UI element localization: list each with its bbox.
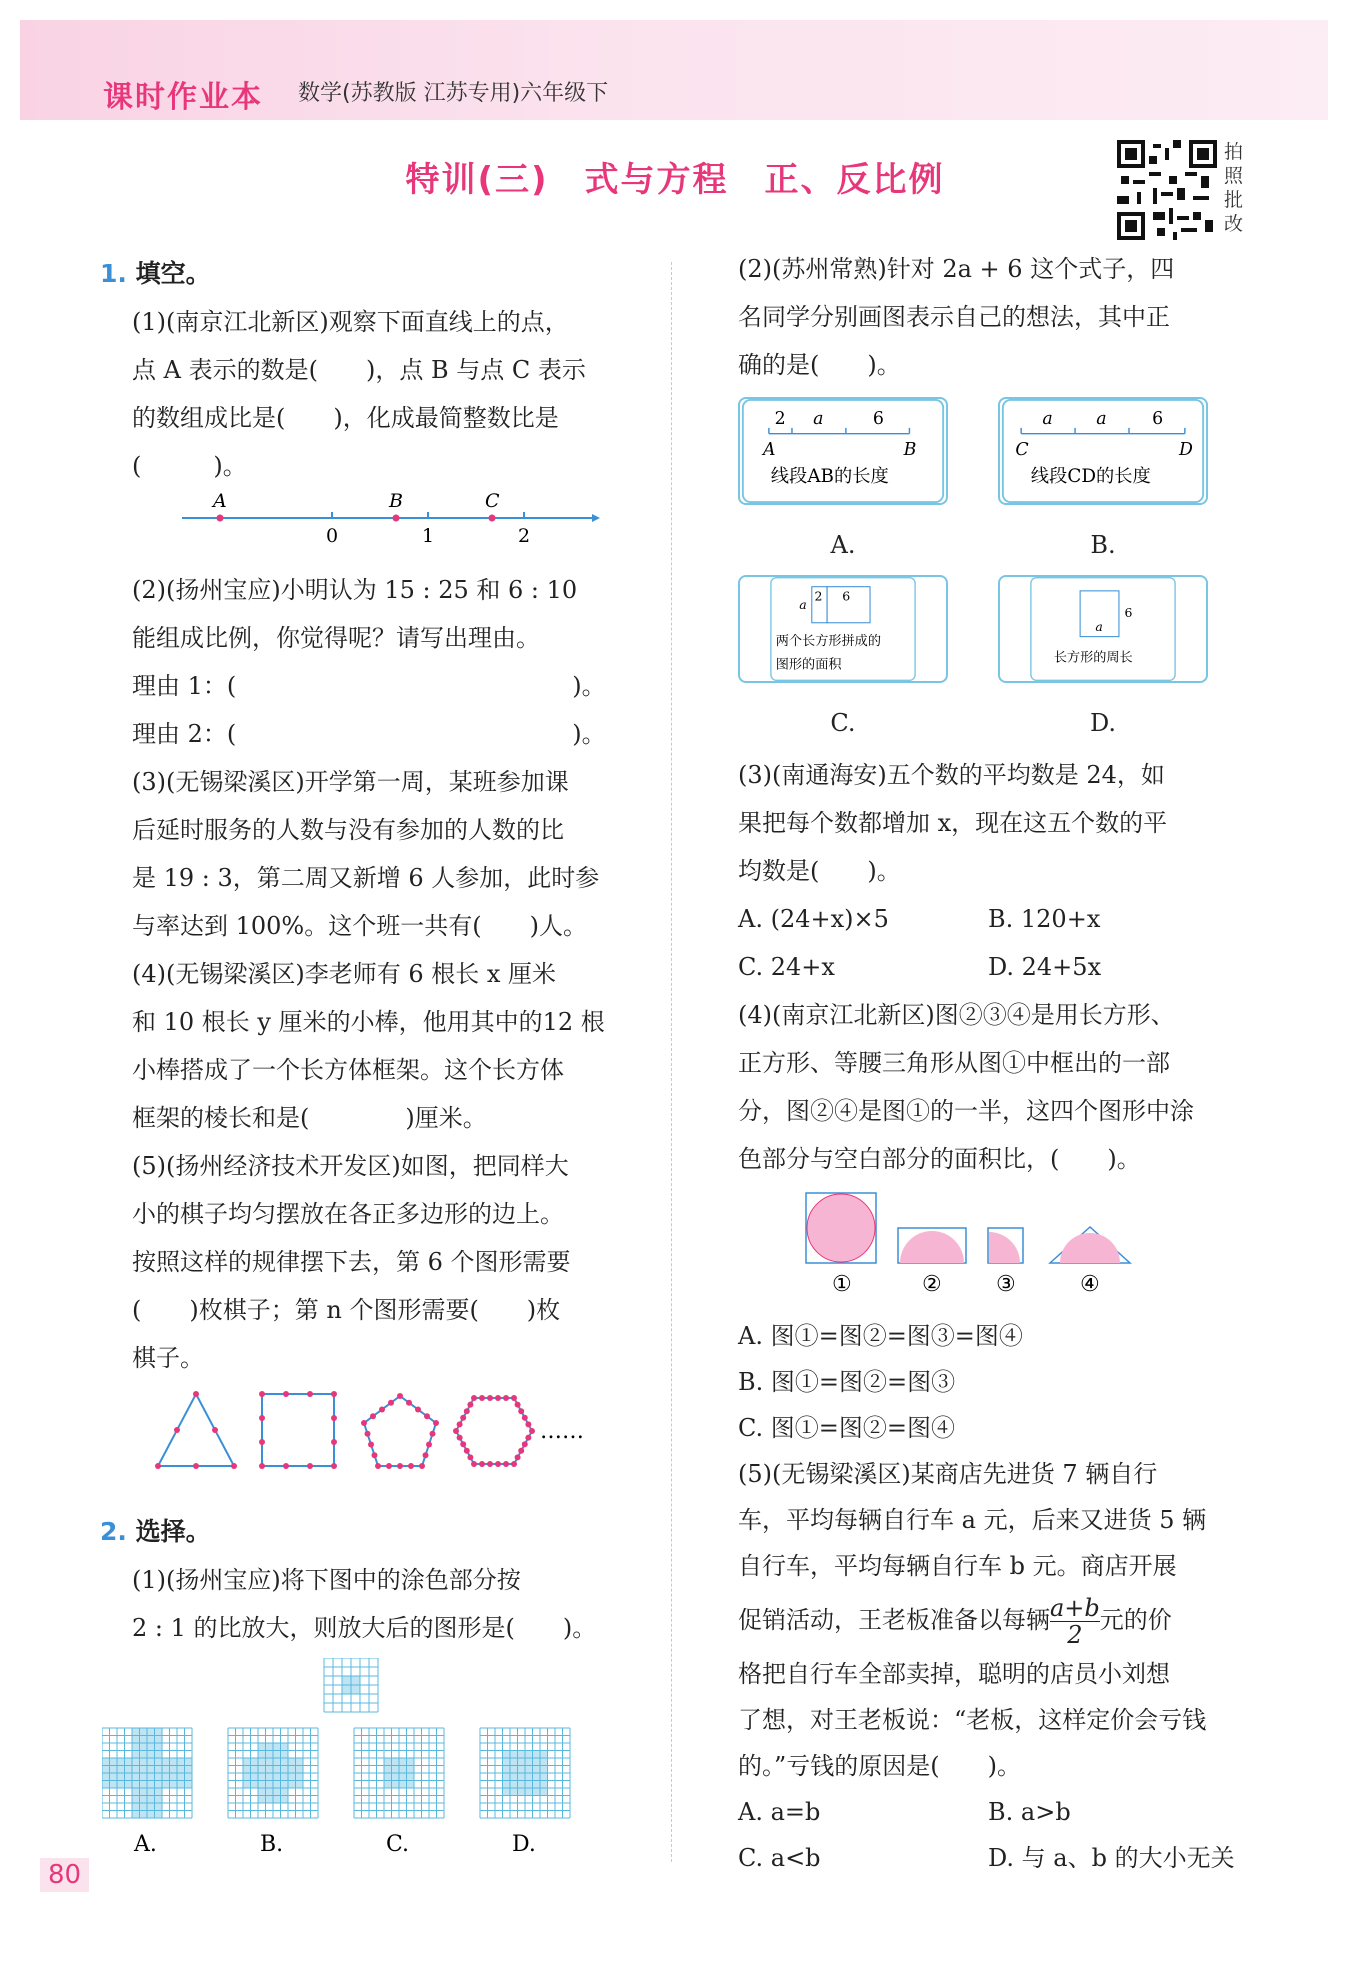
text-line: 和 10 根长 y 厘米的小棒，他用其中的12 根	[132, 1008, 605, 1036]
chess-piece-dot	[307, 1463, 313, 1469]
option-b[interactable]: B. 120+x	[988, 905, 1101, 933]
chess-piece-dot	[503, 1461, 509, 1467]
svg-text:线段AB的长度: 线段AB的长度	[770, 465, 889, 487]
option-label: A.	[134, 1832, 157, 1857]
text-line: 的数组成比是( )，化成最简整数比是	[132, 404, 559, 432]
option-b[interactable]: B. 图①=图②=图③	[738, 1368, 956, 1396]
text-line: 是 19 : 3，第二周又新增 6 人参加，此时参	[132, 864, 600, 892]
ellipsis-text: ……	[540, 1419, 584, 1444]
chess-piece-dot	[522, 1415, 528, 1421]
text-line: 小棒搭成了一个长方体框架。这个长方体	[132, 1056, 564, 1084]
svg-text:两个长方形拼成的: 两个长方形拼成的	[775, 633, 881, 649]
option-d[interactable]: D. 与 a、b 的大小无关	[988, 1844, 1235, 1872]
option-label: A.	[830, 531, 856, 559]
options-row	[738, 1835, 1258, 1881]
text-line: (3)(南通海安)五个数的平均数是 24，如	[738, 761, 1165, 789]
text-line: 确的是( )。	[738, 351, 901, 379]
qr-label: 拍照批改	[1224, 141, 1244, 235]
option-label: C.	[830, 709, 856, 737]
text-line: 2 : 1 的比放大，则放大后的图形是( )。	[132, 1614, 597, 1642]
chess-piece-dot	[368, 1442, 374, 1448]
qr-code-icon[interactable]	[1117, 140, 1217, 240]
option-a[interactable]: A. 图①=图②=图③=图④	[738, 1322, 1023, 1350]
chess-piece-dot	[259, 1463, 265, 1469]
q2-p2-options-row1	[738, 397, 1208, 569]
svg-text:a: a	[1096, 409, 1107, 430]
svg-text:线段CD的长度: 线段CD的长度	[1030, 465, 1151, 487]
chess-piece-dot	[193, 1391, 199, 1397]
page-number: 80	[40, 1858, 89, 1892]
option-a[interactable]	[738, 397, 948, 569]
box-b-figure	[998, 397, 1208, 505]
q2-p2	[738, 245, 1258, 747]
chess-piece-dot	[193, 1463, 199, 1469]
q1-p3	[100, 758, 645, 950]
text-line: 了想，对王老板说：“老板，这样定价会亏钱	[738, 1706, 1207, 1734]
q2-p4	[738, 991, 1258, 1451]
text-line: 小的棋子均匀摆放在各正多边形的边上。	[132, 1200, 564, 1228]
box-a-figure	[738, 397, 948, 505]
text-line: (4)(南京江北新区)图②③④是用长方形、	[738, 1001, 1175, 1029]
chess-piece-dot	[283, 1391, 289, 1397]
text-line: 分，图②④是图①的一半，这四个图形中涂	[738, 1097, 1194, 1125]
chess-piece-dot	[433, 1420, 439, 1426]
text-line: 促销活动，王老板准备以每辆 $\frac{a+b}{2}$ 元的价	[738, 1594, 1172, 1649]
svg-text:③: ③	[996, 1272, 1016, 1297]
option-a[interactable]: A. a=b	[738, 1798, 821, 1826]
reason-1-field[interactable]: 理由 1：( )。	[132, 672, 606, 700]
option-c[interactable]	[738, 575, 948, 747]
svg-text:2: 2	[774, 409, 786, 430]
chess-piece-dot	[471, 1395, 477, 1401]
chess-piece-dot	[529, 1428, 535, 1434]
option-d[interactable]: D. 24+5x	[988, 953, 1102, 981]
number-line-figure	[182, 490, 602, 550]
svg-text:2: 2	[814, 588, 823, 604]
text-line: (2)(苏州常熟)针对 2a + 6 这个式子，四	[738, 255, 1175, 283]
grid	[324, 1658, 378, 1712]
chess-piece-dot	[283, 1463, 289, 1469]
subject-label: 数学(苏教版 江苏专用)六年级下	[298, 81, 609, 106]
chess-piece-dot	[460, 1441, 466, 1447]
column-divider	[671, 262, 672, 1862]
option-c[interactable]: C. 24+x	[738, 953, 835, 981]
grid-enlarge-figure	[102, 1658, 612, 1858]
tick-label: 1	[422, 525, 435, 547]
chess-piece-dot	[464, 1408, 470, 1414]
text-line: (1)(南京江北新区)观察下面直线上的点，	[132, 308, 569, 336]
chess-piece-dot	[415, 1407, 421, 1413]
text-line: 正方形、等腰三角形从图①中框出的一部	[738, 1049, 1170, 1077]
reason-2-field[interactable]: 理由 2：( )。	[132, 720, 606, 748]
chess-piece-dot	[331, 1415, 337, 1421]
chess-piece-dot	[495, 1395, 501, 1401]
options-row	[738, 943, 1258, 991]
chess-piece-dot	[479, 1395, 485, 1401]
text-line: ( )枚棋子；第 n 个图形需要( )枚	[132, 1296, 561, 1324]
chess-piece-dot	[467, 1454, 473, 1460]
svg-text:A: A	[763, 439, 776, 460]
q2-p1	[100, 1556, 645, 1874]
chess-piece-dot	[386, 1463, 392, 1469]
svg-text:D: D	[1179, 439, 1193, 460]
chess-piece-dot	[471, 1461, 477, 1467]
chess-piece-dot	[174, 1427, 180, 1433]
chess-piece-dot	[375, 1463, 381, 1469]
point-c	[489, 515, 496, 522]
chess-piece-dot	[522, 1441, 528, 1447]
grid	[354, 1728, 444, 1818]
text-line: 自行车，平均每辆自行车 b 元。商店开展	[738, 1552, 1177, 1580]
svg-text:②: ②	[922, 1272, 942, 1297]
chess-piece-dot	[525, 1421, 531, 1427]
text-line: 格把自行车全部卖掉，聪明的店员小刘想	[738, 1660, 1170, 1688]
svg-text:图形的面积: 图形的面积	[775, 657, 842, 673]
svg-text:a: a	[1095, 619, 1103, 635]
q2-p5	[738, 1451, 1258, 1881]
chess-piece-dot	[464, 1448, 470, 1454]
point-b	[393, 515, 400, 522]
svg-text:a: a	[799, 596, 807, 612]
tick-label: 0	[326, 525, 339, 547]
chess-piece-dot	[495, 1461, 501, 1467]
box-d-figure	[998, 575, 1208, 683]
svg-text:B: B	[903, 439, 917, 460]
svg-text:6: 6	[842, 588, 851, 604]
point-label: B	[389, 490, 403, 512]
chess-piece-dot	[515, 1454, 521, 1460]
q2-heading: 2. 选择。	[100, 1517, 211, 1546]
point-label: A	[213, 490, 227, 512]
chess-piece-dot	[457, 1421, 463, 1427]
chess-piece-dot	[503, 1395, 509, 1401]
chess-piece-dot	[515, 1402, 521, 1408]
q2-p2-options-row2	[738, 575, 1208, 747]
text-line: 果把每个数都增加 x，现在这五个数的平	[738, 809, 1168, 837]
chess-piece-dot	[259, 1439, 265, 1445]
chess-piece-dot	[453, 1428, 459, 1434]
tick-label: 2	[518, 525, 531, 547]
svg-text:a: a	[1042, 409, 1053, 430]
text-line: 按照这样的规律摆下去，第 6 个图形需要	[132, 1248, 571, 1276]
chess-piece-dot	[424, 1413, 430, 1419]
text-line: (1)(扬州宝应)将下图中的涂色部分按	[132, 1566, 521, 1594]
svg-text:①: ①	[832, 1272, 852, 1297]
chess-piece-dot	[331, 1439, 337, 1445]
svg-text:长方形的周长: 长方形的周长	[1053, 650, 1133, 666]
right-column	[738, 245, 1258, 1881]
text-line: (4)(无锡梁溪区)李老师有 6 根长 x 厘米	[132, 960, 557, 988]
q1-p5	[100, 1142, 645, 1502]
chess-piece-dot	[406, 1400, 412, 1406]
option-label: D.	[512, 1832, 536, 1857]
chess-piece-dot	[419, 1463, 425, 1469]
svg-text:C: C	[1015, 439, 1029, 460]
svg-text:6: 6	[1124, 605, 1133, 621]
text-line: 名同学分别画图表示自己的想法，其中正	[738, 303, 1170, 331]
chess-piece-dot	[487, 1395, 493, 1401]
text-line: (5)(扬州经济技术开发区)如图，把同样大	[132, 1152, 569, 1180]
text-line: (2)(扬州宝应)小明认为 15 : 25 和 6 : 10	[132, 576, 578, 604]
text-line: 的。”亏钱的原因是( )。	[738, 1752, 1021, 1780]
option-c[interactable]: C. a<b	[738, 1844, 821, 1872]
grid	[480, 1728, 570, 1818]
text-line: ( )。	[132, 452, 247, 480]
left-column	[100, 250, 645, 1874]
option-a[interactable]: A. (24+x)×5	[738, 905, 889, 933]
polygon-pattern-figure	[150, 1386, 630, 1486]
text-line: 色部分与空白部分的面积比，( )。	[738, 1145, 1141, 1173]
text-line: 与率达到 100%。这个班一共有( )人。	[132, 912, 587, 940]
chess-piece-dot	[212, 1427, 218, 1433]
chess-piece-dot	[479, 1461, 485, 1467]
grid	[102, 1728, 192, 1818]
chess-piece-dot	[487, 1461, 493, 1467]
options-row	[738, 1789, 1258, 1835]
chess-piece-dot	[467, 1402, 473, 1408]
q1-p2	[100, 566, 645, 758]
text-line: (3)(无锡梁溪区)开学第一周，某班参加课	[132, 768, 569, 796]
svg-text:④: ④	[1080, 1272, 1100, 1297]
chess-piece-dot	[525, 1435, 531, 1441]
chess-piece-dot	[365, 1431, 371, 1437]
text-line: 点 A 表示的数是( )，点 B 与点 C 表示	[132, 356, 586, 384]
option-d[interactable]	[998, 575, 1208, 747]
chess-piece-dot	[361, 1420, 367, 1426]
chess-piece-dot	[370, 1413, 376, 1419]
text-line: (5)(无锡梁溪区)某商店先进货 7 辆自行	[738, 1460, 1158, 1488]
chess-piece-dot	[518, 1448, 524, 1454]
option-b[interactable]	[998, 397, 1208, 569]
point-a	[217, 515, 224, 522]
chess-piece-dot	[457, 1435, 463, 1441]
chess-piece-dot	[408, 1463, 414, 1469]
chess-piece-dot	[259, 1415, 265, 1421]
q2-p3	[738, 751, 1258, 991]
chess-piece-dot	[430, 1431, 436, 1437]
chess-piece-dot	[423, 1452, 429, 1458]
chess-piece-dot	[460, 1415, 466, 1421]
chess-piece-dot	[388, 1400, 394, 1406]
q1-p1	[100, 298, 645, 566]
option-label: B.	[260, 1832, 284, 1857]
chess-piece-dot	[231, 1463, 237, 1469]
option-c[interactable]: C. 图①=图②=图④	[738, 1414, 955, 1442]
chess-piece-dot	[372, 1452, 378, 1458]
box-c-figure	[738, 575, 948, 683]
fraction: $\frac{a+b}{2}$	[1050, 1594, 1100, 1649]
chess-piece-dot	[379, 1407, 385, 1413]
chess-piece-dot	[155, 1463, 161, 1469]
option-label: D.	[1089, 709, 1116, 737]
svg-text:6: 6	[1152, 409, 1164, 430]
page-title: 特训(三) 式与方程 正、反比例	[405, 160, 945, 200]
option-label: B.	[1090, 531, 1116, 559]
svg-text:6: 6	[872, 409, 884, 430]
text-line: 棋子。	[132, 1344, 204, 1372]
brand-title: 课时作业本	[103, 80, 263, 115]
chess-piece-dot	[259, 1391, 265, 1397]
chess-piece-dot	[518, 1408, 524, 1414]
point-label: C	[485, 490, 500, 512]
chess-piece-dot	[307, 1391, 313, 1397]
chess-piece-dot	[397, 1463, 403, 1469]
chess-piece-dot	[331, 1391, 337, 1397]
text-line: 均数是( )。	[738, 857, 901, 885]
circle-shapes-figure	[798, 1187, 1198, 1297]
grid	[228, 1728, 318, 1818]
chess-piece-dot	[511, 1461, 517, 1467]
text-line: 能组成比例，你觉得呢？请写出理由。	[132, 624, 540, 652]
text-line: 框架的棱长和是( )厘米。	[132, 1104, 487, 1132]
chess-piece-dot	[331, 1463, 337, 1469]
svg-text:a: a	[813, 409, 824, 430]
chess-piece-dot	[511, 1395, 517, 1401]
chess-piece-dot	[397, 1393, 403, 1399]
options-row	[738, 895, 1258, 943]
option-label: C.	[386, 1832, 410, 1857]
text-line: 后延时服务的人数与没有参加的人数的比	[132, 816, 564, 844]
q1-p4	[100, 950, 645, 1142]
q1-heading: 1. 填空。	[100, 259, 211, 288]
text-line: 车，平均每辆自行车 a 元，后来又进货 5 辆	[738, 1506, 1207, 1534]
chess-piece-dot	[426, 1442, 432, 1448]
option-b[interactable]: B. a>b	[988, 1798, 1071, 1826]
